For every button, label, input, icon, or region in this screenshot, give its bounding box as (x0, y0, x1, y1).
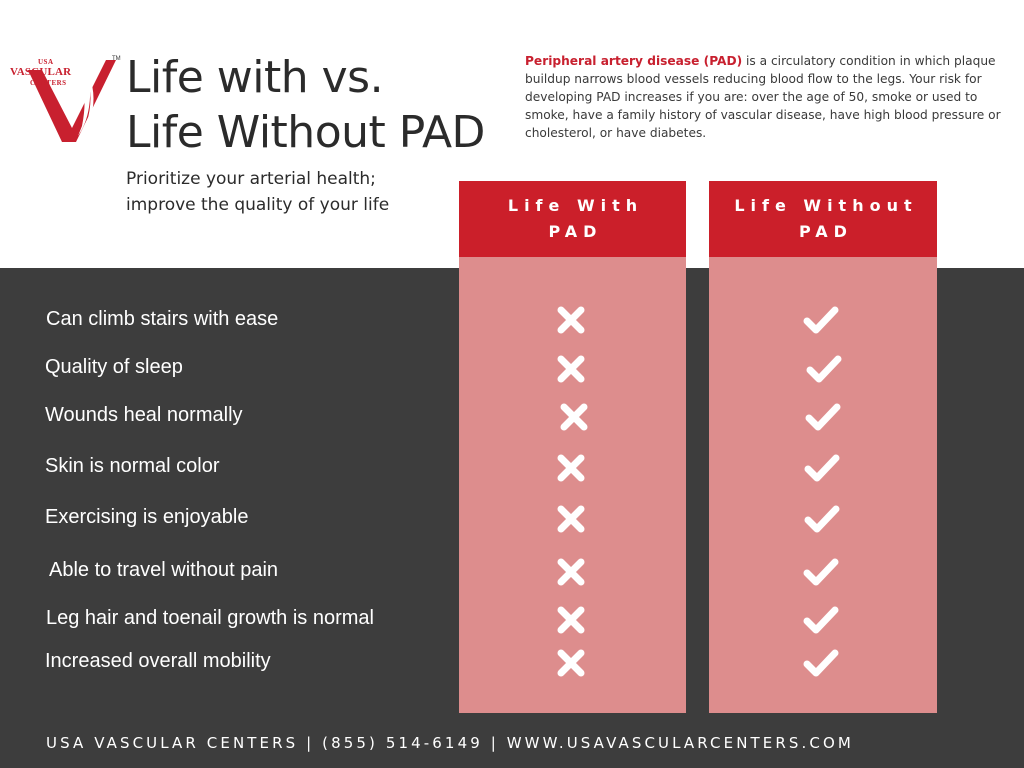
footer-contact: USA VASCULAR CENTERS | (855) 514-6149 | WWW.USAVASCULARCENTERS.COM (46, 734, 854, 752)
check-icon (803, 645, 839, 681)
cross-icon (556, 399, 592, 435)
cross-icon (553, 302, 589, 338)
subtitle-line-1: Prioritize your arterial health; (126, 169, 376, 189)
cross-icon (553, 602, 589, 638)
check-icon (803, 302, 839, 338)
column-header-without-line-2: PAD (799, 222, 853, 241)
page-subtitle (126, 166, 446, 218)
cross-icon (553, 450, 589, 486)
check-icon (804, 501, 840, 537)
cross-icon (553, 501, 589, 537)
subtitle-line-2: improve the quality of your life (126, 195, 390, 215)
cross-icon (553, 554, 589, 590)
pad-definition-paragraph (525, 52, 1005, 142)
usa-vascular-centers-logo (8, 56, 120, 148)
row-label: Quality of sleep (45, 356, 183, 378)
title-line-1: Life with vs. (126, 52, 384, 103)
pad-term: Peripheral artery disease (PAD) (525, 54, 743, 68)
column-header-with (459, 181, 686, 257)
check-icon (804, 450, 840, 486)
check-icon (806, 351, 842, 387)
row-label: Exercising is enjoyable (45, 506, 249, 528)
column-header-without (709, 181, 937, 257)
logo-text-centers: CENTERS (30, 79, 67, 87)
title-line-2: Life Without PAD (126, 107, 485, 158)
column-header-with-line-1: Life With (507, 196, 644, 215)
pad-definition-text: is a circulatory condition in which plaque buildup narrows blood vessels reducing blood flow to the legs. Your risk for developing PAD increases if you are: over the age of 50, smoke or used to smoke, have a family history of vascular disease, have high blood pressure or cholesterol, or have diabetes. (525, 54, 1001, 140)
row-label: Can climb stairs with ease (46, 308, 279, 330)
logo-text-vascular: VASCULAR (10, 66, 72, 78)
row-label: Skin is normal color (45, 455, 220, 477)
row-label: Able to travel without pain (49, 559, 279, 581)
row-label: Leg hair and toenail growth is normal (46, 607, 374, 629)
check-icon (803, 554, 839, 590)
row-label: Increased overall mobility (45, 650, 271, 672)
cross-icon (553, 351, 589, 387)
check-icon (805, 399, 841, 435)
logo-trademark: TM (112, 56, 121, 62)
page-title (126, 50, 485, 160)
column-header-without-line-1: Life Without (734, 196, 918, 215)
cross-icon (553, 645, 589, 681)
row-label: Wounds heal normally (45, 404, 243, 426)
check-icon (803, 602, 839, 638)
logo-text-usa: USA (38, 58, 54, 66)
column-header-with-line-2: PAD (548, 222, 603, 241)
